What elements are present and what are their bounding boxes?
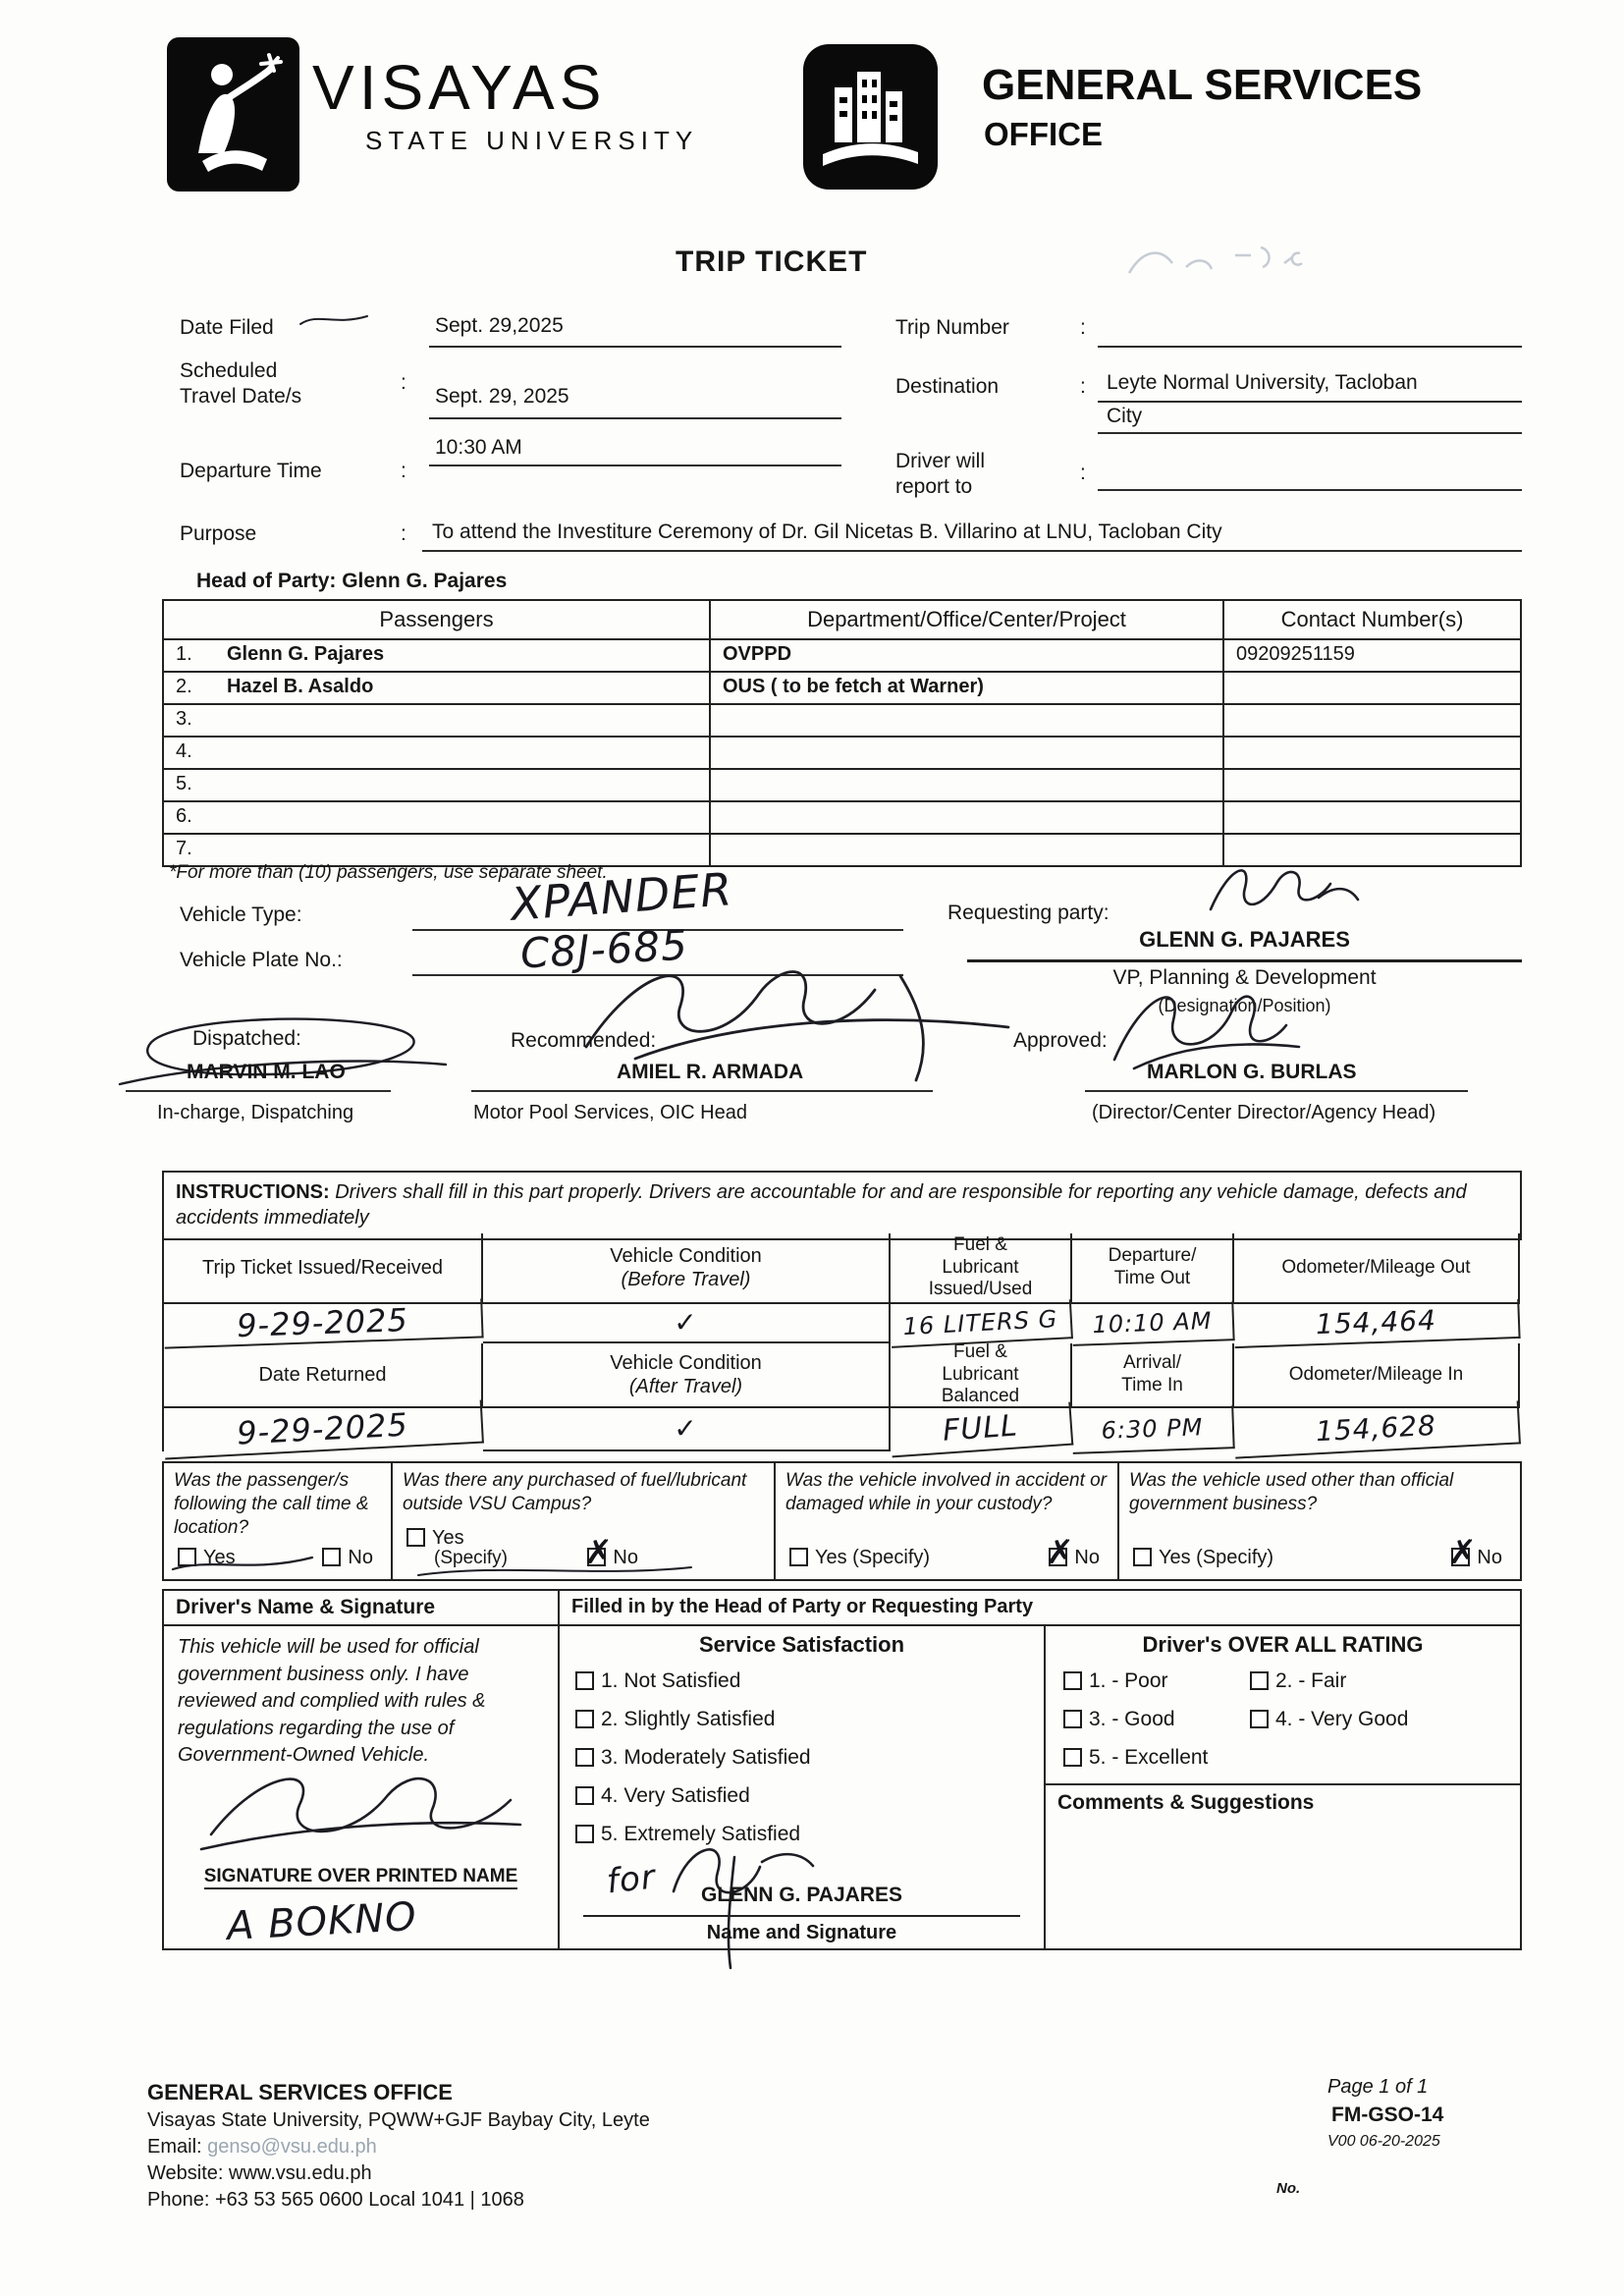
scheduled-label-line2: Travel Date/s [180,385,302,408]
field-rule [429,417,841,419]
head-of-party: Head of Party: Glenn G. Pajares [196,570,508,592]
passengers-table [162,599,1522,867]
passenger-row [164,770,1520,802]
fuel-issued-label-cell: Fuel & Lubricant Issued/Used [891,1233,1072,1304]
document-title: TRIP TICKET [676,246,868,278]
approved-title: (Director/Center Director/Agency Head) [1092,1102,1436,1123]
approved-name: MARLON G. BURLAS [1147,1061,1357,1083]
no-option: ✗ No [1046,1533,1100,1572]
comments-title: Comments & Suggestions [1046,1783,1520,1821]
overall-rating-title: Driver's OVER ALL RATING [1142,1632,1424,1657]
passenger-contact [1224,705,1520,736]
yes-option: Yes (Specify) [406,1527,508,1569]
satisfaction-header: Filled in by the Head of Party or Requesting Party [560,1591,1520,1626]
trip-number-label: Trip Number [895,316,1009,339]
vehicle-type-value: XPANDER [509,862,734,931]
rating-checkbox [1063,1748,1082,1767]
field-rule [1098,432,1522,434]
driver-signature [191,1756,530,1866]
departure-time-value: 10:30 AM [435,436,522,459]
satisfaction-box [560,1589,1522,1950]
row-number: 6. [176,805,192,827]
passenger-dept [711,738,1224,768]
trip-log-table [162,1233,1522,1451]
vehicle-type-label: Vehicle Type: [180,903,302,926]
service-option: 1. Not Satisfied [575,1669,1044,1693]
field-rule [1098,489,1522,491]
approved-label: Approved: [1013,1029,1108,1052]
service-checkbox [575,1671,594,1690]
colon: : [401,522,406,545]
driver-statement: This vehicle will be used for official government business only. I have reviewed and complied with rules & regulations regarding the use of Government-Owned Vehicle. [178,1636,486,1767]
dispatched-name: MARVIN M. LAO [187,1061,346,1083]
dispatched-label: Dispatched: [192,1027,301,1050]
service-satisfaction-title: Service Satisfaction [698,1632,905,1657]
recommended-name: AMIEL R. ARMADA [617,1061,804,1083]
service-option: 4. Very Satisfied [575,1784,1044,1808]
rating-option: 5. - Excellent [1063,1746,1250,1770]
date-filed-label: Date Filed [180,316,274,339]
fuel-issued-value: 16 LITERS G [890,1299,1073,1348]
passenger-row [164,802,1520,835]
signature-rule [583,1915,1020,1917]
rating-option: 2. - Fair [1250,1669,1520,1693]
overall-rating-column [1046,1626,1520,1950]
rating-option: 1. - Poor [1063,1669,1250,1693]
passenger-row [164,673,1520,705]
row-number: 1. [176,643,192,665]
issued-date-value: 9-29-2025 [163,1298,483,1348]
instructions-label: INSTRUCTIONS: [176,1181,330,1203]
issued-label-cell: Trip Ticket Issued/Received [164,1233,483,1304]
driver-box-header: Driver's Name & Signature [164,1591,558,1626]
rating-option: 3. - Good [1063,1708,1250,1731]
passenger-dept [711,705,1224,736]
destination-value-line2: City [1107,405,1143,427]
colon: : [401,371,406,394]
driver-report-label-line1: Driver will [895,450,985,472]
pen-mark [295,308,373,332]
passenger-dept [711,802,1224,833]
yes-checkbox [406,1528,425,1547]
row-number: 2. [176,676,192,697]
service-option: 5. Extremely Satisfied [575,1823,1044,1846]
footer-no-label: No. [1276,2180,1301,2197]
field-rule [429,346,841,348]
condition-after-check: ✓ [483,1408,891,1451]
footer-office: GENERAL SERVICES OFFICE [147,2080,453,2105]
no-option: No [322,1547,373,1569]
field-rule [967,959,1522,962]
question-text: Was the passenger/s following the call time & location? [174,1470,369,1538]
university-subtitle: STATE UNIVERSITY [365,126,699,155]
odometer-in-label-cell: Odometer/Mileage In [1234,1343,1520,1408]
faint-stamp [1117,234,1324,295]
rating-checkbox [1063,1671,1082,1690]
destination-label: Destination [895,375,1000,398]
requesting-party-name: GLENN G. PAJARES [1139,927,1350,952]
signature-rule [1085,1090,1468,1092]
passenger-row [164,640,1520,673]
returned-date-value: 9-29-2025 [163,1400,484,1460]
question-accident [776,1463,1119,1579]
signee-name: GLENN G. PAJARES [701,1884,902,1906]
odometer-out-value: 154,464 [1233,1299,1520,1348]
yes-option: Yes (Specify) [789,1547,930,1569]
footer-phone: Phone: +63 53 565 0600 Local 1041 | 1068 [147,2189,524,2211]
requesting-party-position: VP, Planning & Development [1112,966,1377,989]
service-option: 3. Moderately Satisfied [575,1746,1044,1770]
no-checkbox [322,1548,341,1566]
column-contact: Contact Number(s) [1280,607,1464,631]
signature-caption: SIGNATURE OVER PRINTED NAME [164,1866,558,1887]
dispatched-title: In-charge, Dispatching [157,1102,354,1123]
passenger-contact [1224,770,1520,800]
office-name: GENERAL SERVICES [982,61,1423,109]
column-department: Department/Office/Center/Project [711,601,1224,638]
passenger-row [164,705,1520,738]
colon: : [401,460,406,482]
row-number: 7. [176,838,192,859]
no-option: ✗ No [584,1533,638,1572]
no-option: ✗ No [1448,1533,1502,1572]
passenger-dept: OVPPD [711,640,1224,671]
odometer-in-value: 154,628 [1233,1400,1521,1458]
vsu-logo-icon [167,37,299,191]
yes-checkbox [789,1548,808,1566]
gso-logo-icon [803,44,938,190]
service-checkbox [575,1786,594,1805]
passenger-row [164,738,1520,770]
scheduled-value: Sept. 29, 2025 [435,385,569,408]
footer-website: Website: www.vsu.edu.ph [147,2162,372,2184]
office-subtitle: OFFICE [984,116,1103,152]
fuel-balance-label-cell: Fuel & Lubricant Balanced [891,1343,1072,1408]
odometer-out-label-cell: Odometer/Mileage Out [1234,1233,1520,1304]
colon: : [1080,462,1086,484]
yes-checkbox [1133,1548,1152,1566]
question-text: Was the vehicle involved in accident or damaged while in your custody? [785,1470,1108,1514]
time-out-value: 10:10 AM [1071,1301,1234,1346]
scheduled-label-line1: Scheduled [180,359,278,382]
passenger-contact [1224,802,1520,833]
field-rule [429,465,841,466]
footer-email-value: genso@vsu.edu.ph [207,2136,377,2158]
service-option: 2. Slightly Satisfied [575,1708,1044,1731]
vehicle-plate-label: Vehicle Plate No.: [180,949,343,971]
yes-option: Yes (Specify) [1133,1547,1273,1569]
footer-address: Visayas State University, PQWW+GJF Baybay City, Leyte [147,2109,650,2131]
date-filed-value: Sept. 29,2025 [435,314,564,337]
time-out-label-cell: Departure/ Time Out [1072,1233,1234,1304]
driver-report-label-line2: report to [895,475,973,498]
passenger-contact [1224,738,1520,768]
driver-printed-name: A BOKNO [225,1893,418,1950]
recommended-label: Recommended: [511,1029,657,1052]
requesting-party-caption: (Designation/Position) [1158,996,1331,1015]
university-name: VISAYAS [312,52,607,123]
requesting-party-label: Requesting party: [947,902,1110,924]
service-checkbox [575,1825,594,1843]
signature-rule [126,1090,391,1092]
instructions-text: Drivers shall fill in this part properly. Drivers are accountable for and are responsible for reporting any vehicle damage, defects and accidents immediately [176,1181,1467,1230]
vehicle-plate-value: C8J-685 [518,920,689,978]
passenger-name: Glenn G. Pajares [227,643,385,665]
requesting-party-signature [1203,854,1370,919]
yes-option: Yes [178,1547,236,1569]
colon: : [1080,375,1086,398]
rating-checkbox [1250,1671,1269,1690]
purpose-label: Purpose [180,522,257,545]
time-in-value: 6:30 PM [1071,1405,1234,1454]
instructions-box [162,1171,1522,1240]
service-satisfaction-column [560,1626,1046,1950]
question-text: Was the vehicle used other than official government business? [1129,1470,1454,1514]
footer-email: Email: genso@vsu.edu.ph [147,2136,377,2158]
driver-box [162,1589,560,1950]
yes-scribble-mark [169,1550,316,1577]
service-checkbox [575,1710,594,1728]
column-passengers: Passengers [164,601,711,638]
time-in-label-cell: Arrival/ Time In [1072,1343,1234,1408]
no-checkbox: ✗ [1448,1533,1477,1572]
passenger-dept: OUS ( to be fetch at Warner) [711,673,1224,703]
specify-scribble-mark [412,1558,697,1583]
for-prefix: for [605,1857,658,1902]
recommended-title: Motor Pool Services, OIC Head [473,1102,747,1123]
rating-option: 4. - Very Good [1250,1708,1520,1731]
destination-value-line1: Leyte Normal University, Tacloban [1107,371,1418,394]
purpose-value: To attend the Investiture Ceremony of Dr. Gil Nicetas B. Villarino at LNU, Tacloban City [432,520,1222,543]
footer-version: V00 06-20-2025 [1327,2133,1440,2150]
questions-table [162,1461,1522,1581]
service-checkbox [575,1748,594,1767]
signee-caption: Name and Signature [706,1922,897,1943]
passenger-contact [1224,673,1520,703]
signature-rule [471,1090,933,1092]
rating-checkbox [1063,1710,1082,1728]
passengers-footnote: *For more than (10) passengers, use separate sheet. [169,862,608,883]
passengers-table-header [164,601,1520,640]
condition-after-cell: Vehicle Condition (After Travel) [483,1343,891,1408]
row-number: 5. [176,773,192,794]
footer-form-code: FM-GSO-14 [1331,2104,1444,2126]
colon: : [1080,316,1086,339]
departure-time-label: Departure Time [180,460,322,482]
condition-before-check: ✓ [483,1304,891,1343]
passenger-contact: 09209251159 [1236,643,1355,665]
returned-label-cell: Date Returned [164,1343,483,1408]
condition-before-cell: Vehicle Condition (Before Travel) [483,1233,891,1304]
passenger-name: Hazel B. Asaldo [227,676,374,697]
field-rule [422,550,1522,552]
question-text: Was there any purchased of fuel/lubricant outside VSU Campus? [403,1470,747,1514]
passenger-dept [711,835,1224,865]
fuel-balance-value: FULL [890,1402,1074,1458]
question-other-use [1119,1463,1520,1579]
footer-page: Page 1 of 1 [1327,2076,1429,2098]
rating-checkbox [1250,1710,1269,1728]
row-number: 4. [176,740,192,762]
no-checkbox: ✗ [584,1533,613,1572]
field-rule [1098,401,1522,403]
row-number: 3. [176,708,192,730]
field-rule [1098,346,1522,348]
passenger-dept [711,770,1224,800]
no-checkbox: ✗ [1046,1533,1074,1572]
